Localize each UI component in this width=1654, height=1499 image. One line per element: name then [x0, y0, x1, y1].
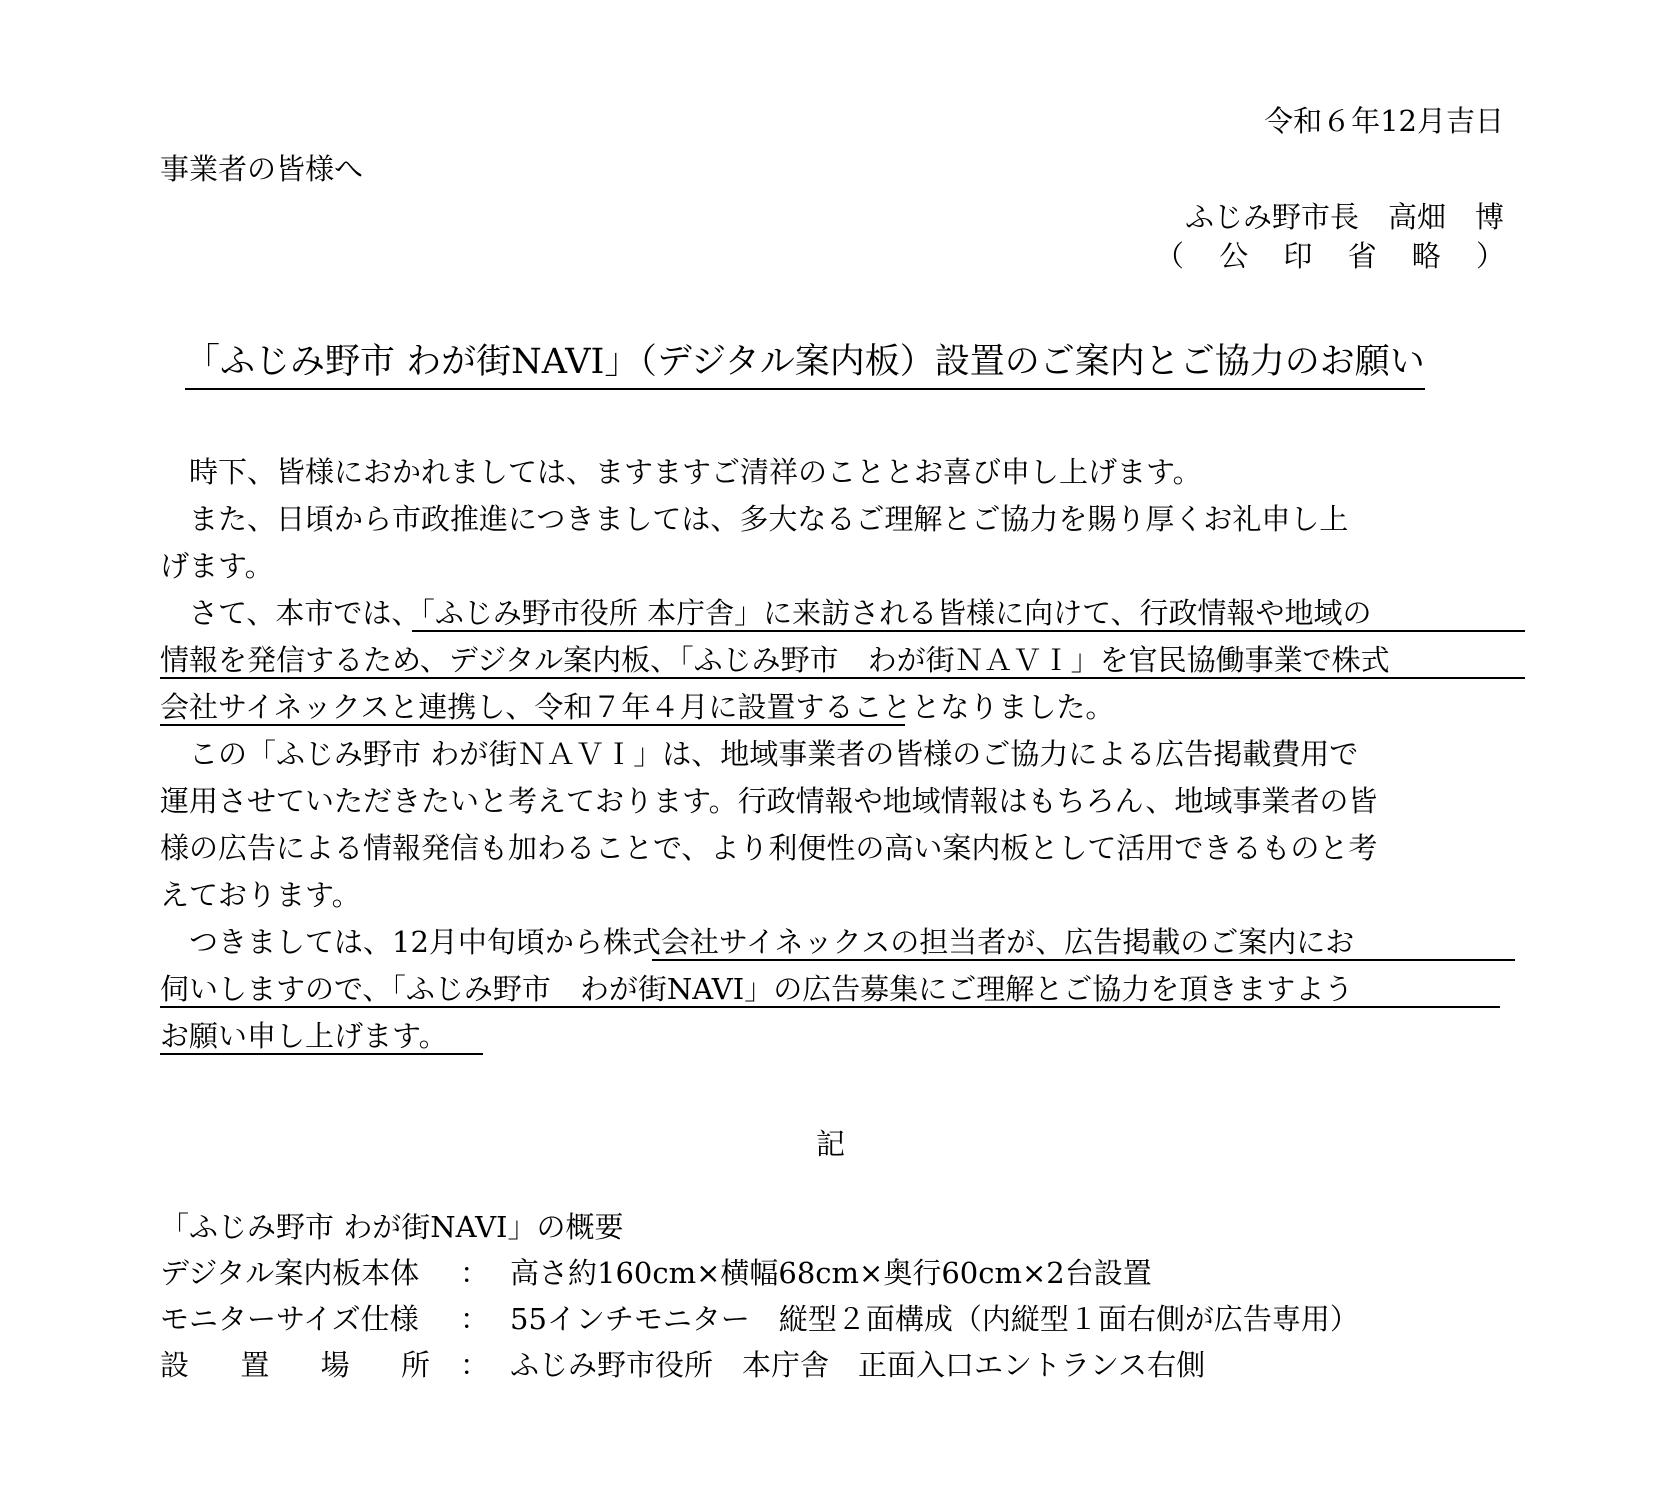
- body-line: えております。: [160, 878, 361, 912]
- body-line: この「ふじみ野市 わが街ＮＡＶＩ」は、地域事業者の皆様のご協力による広告掲載費用で: [160, 737, 1359, 771]
- body-line: また、日頃から市政推進につきましては、多大なるご理解とご協力を賜り厚くお礼申し上: [160, 502, 1349, 536]
- body-line: 会社サイネックスと連携し、令和７年４月に設置することとなりました。: [160, 690, 1115, 724]
- body-line: お願い申し上げます。: [160, 1014, 1520, 1061]
- body-line: つきましては、12月中旬頃から株式会社サイネックスの担当者が、広告掲載のご案内にお: [160, 920, 1520, 967]
- summary-row: [160, 1297, 1359, 1343]
- summary-row: [160, 1251, 1359, 1297]
- label-char: 場: [320, 1348, 350, 1382]
- letter-body: [160, 450, 1520, 1061]
- underline: [160, 1053, 483, 1055]
- seal-char: ）: [1475, 239, 1505, 273]
- addressee: 事業者の皆様へ: [160, 152, 364, 186]
- seal-char: 省: [1347, 239, 1377, 273]
- body-line: げます。: [160, 549, 274, 583]
- summary-colon: ：: [460, 1348, 490, 1382]
- seal-omitted-note: [1155, 239, 1505, 273]
- body-line: 時下、皆様におかれましては、ますますご清祥のこととお喜び申し上げます。: [160, 455, 1202, 489]
- seal-char: 印: [1283, 239, 1313, 273]
- summary-row: [160, 1343, 1359, 1389]
- body-line: 様の広告による情報発信も加わることで、より利便性の高い案内板として活用できるものと考: [160, 831, 1378, 865]
- body-line: 運用させていただきたいと考えております。行政情報や地域情報はもちろん、地域事業者の皆: [160, 784, 1378, 818]
- summary-label: [160, 1343, 430, 1389]
- sender-name: ふじみ野市長 高畑 博: [1184, 200, 1504, 234]
- body-line: 伺いしますので、「ふじみ野市 わが街NAVI」の広告募集にご理解とご協力を頂きますよう: [160, 967, 1520, 1014]
- label-char: 置: [240, 1348, 270, 1382]
- ki-heading: 記: [816, 1127, 846, 1161]
- seal-char: （: [1155, 239, 1185, 273]
- summary-label: デジタル案内板本体: [160, 1256, 420, 1290]
- summary-colon: ：: [460, 1302, 490, 1336]
- body-line: 情報を発信するため、デジタル案内板、「ふじみ野市 わが街ＮＡＶＩ」を官民協働事業で株式: [160, 638, 1520, 685]
- underline: [160, 1006, 1500, 1008]
- seal-char: 公: [1219, 239, 1249, 273]
- document-title: 「ふじみ野市 わが街NAVI」（デジタル案内板）設置のご案内とご協力のお願い: [185, 345, 1425, 390]
- summary-colon: ：: [460, 1256, 490, 1290]
- document-date: 令和６年12月吉日: [1264, 104, 1504, 138]
- summary-heading: 「ふじみ野市 わが街NAVI」の概要: [160, 1210, 624, 1244]
- underline: [652, 959, 1515, 961]
- underline: [412, 630, 1525, 632]
- summary-value: ふじみ野市役所 本庁舎 正面入口エントランス右側: [510, 1348, 1206, 1382]
- body-line: さて、本市では、「ふじみ野市役所 本庁舎」に来訪される皆様に向けて、行政情報や地域の: [160, 591, 1520, 638]
- underline: [160, 724, 905, 726]
- summary-section: [160, 1205, 1359, 1389]
- underline: [160, 677, 1525, 679]
- summary-label: モニターサイズ仕様: [160, 1302, 419, 1336]
- seal-char: 略: [1411, 239, 1441, 273]
- label-char: 設: [160, 1348, 190, 1382]
- label-char: 所: [400, 1348, 430, 1382]
- summary-value: 高さ約160cm×横幅68cm×奥行60cm×2台設置: [510, 1256, 1152, 1290]
- summary-value: 55インチモニター 縦型２面構成（内縦型１面右側が広告専用）: [510, 1302, 1359, 1336]
